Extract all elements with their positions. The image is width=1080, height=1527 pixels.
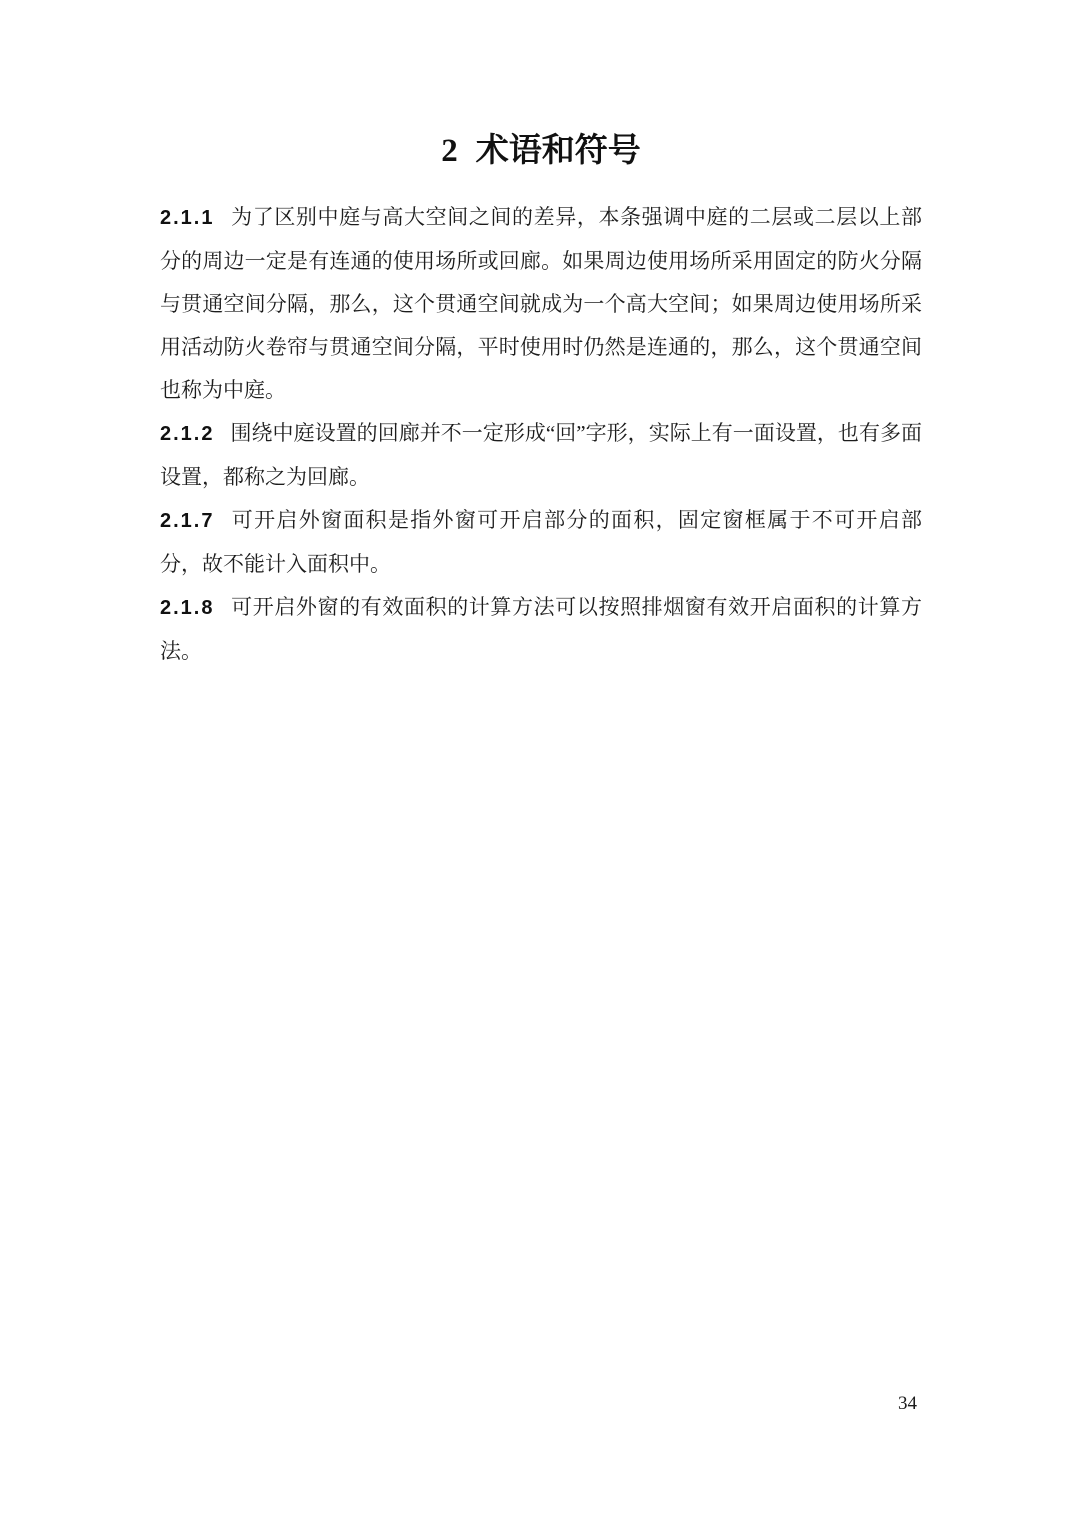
paragraph-text: 可开启外窗面积是指外窗可开启部分的面积，固定窗框属于不可开启部分，故不能计入面积中。 [160,508,922,576]
page-content [160,126,922,673]
page-number: 34 [898,1393,917,1414]
chapter-title-text: 术语和符号 [475,133,641,169]
paragraph-number: 2.1.1 [160,207,215,229]
paragraph-2-1-1 [160,196,922,412]
paragraph-text: 为了区别中庭与高大空间之间的差异，本条强调中庭的二层或二层以上部分的周边一定是有连通的使用场所或回廊。如果周边使用场所采用固定的防火分隔与贯通空间分隔，那么，这个贯通空间就成为一个高大空间；如果周边使用场所采用活动防火卷帘与贯通空间分隔，平时使用时仍然是连通的，那么，这个贯通空间也称为中庭。 [160,205,922,402]
chapter-number: 2 [441,133,458,169]
paragraph-number: 2.1.7 [160,510,215,532]
paragraph-text: 围绕中庭设置的回廊并不一定形成“回”字形，实际上有一面设置，也有多面设置，都称之为回廊。 [160,421,922,489]
paragraph-text: 可开启外窗的有效面积的计算方法可以按照排烟窗有效开启面积的计算方法。 [160,595,922,663]
paragraph-2-1-2 [160,412,922,499]
paragraph-2-1-8 [160,586,922,673]
page-title [160,126,922,176]
paragraph-2-1-7 [160,499,922,586]
paragraph-number: 2.1.8 [160,597,215,619]
paragraph-number: 2.1.2 [160,423,215,445]
